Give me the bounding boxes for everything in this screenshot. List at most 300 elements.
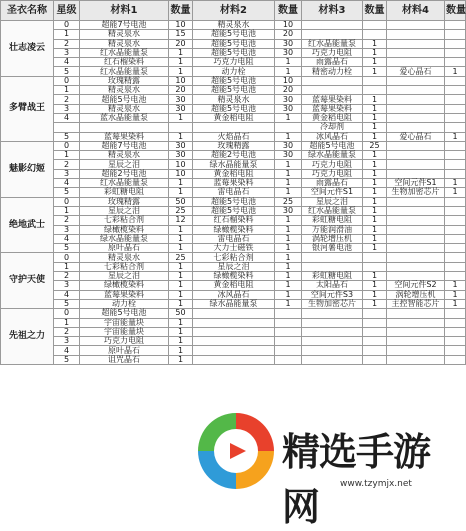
table-body [1,21,466,365]
material-1-cell: 蓝莓果染料 [80,132,169,141]
material-1-cell: 宇宙能量块 [80,327,169,336]
material-4-cell: 生物加密芯片 [387,188,445,197]
material-2-cell: 超能5号电池 [193,48,275,57]
material-1-cell: 巧克力电阻 [80,337,169,346]
qty-3-cell: 1 [363,160,387,169]
qty-3-cell: 1 [363,95,387,104]
material-3-cell [302,76,363,85]
material-2-cell: 超能5号电池 [193,30,275,39]
qty-3-cell: 1 [363,48,387,57]
qty-4-cell [445,48,466,57]
qty-4-cell [445,58,466,67]
qty-1-cell: 1 [169,234,193,243]
material-2-cell: 绿橄榄染料 [193,225,275,234]
material-4-cell: 主控智能芯片 [387,299,445,308]
table-row [1,113,466,122]
material-4-cell [387,151,445,160]
qty-2-cell: 30 [275,48,302,57]
table-row [1,123,466,132]
armor-name-cell: 绝地武士 [1,197,54,253]
table-row [1,337,466,346]
qty-1-cell: 30 [169,104,193,113]
header-material-2: 材料2 [193,1,275,21]
watermark-url: www.tzymjx.net [340,479,412,489]
qty-2-cell: 1 [275,132,302,141]
material-3-cell: 空间元件S3 [302,290,363,299]
material-3-cell: 黄金稻电阻 [302,113,363,122]
qty-4-cell [445,169,466,178]
table-row [1,225,466,234]
qty-2-cell: 30 [275,104,302,113]
qty-1-cell: 1 [169,337,193,346]
qty-3-cell: 1 [363,225,387,234]
qty-2-cell: 1 [275,225,302,234]
material-3-cell [302,21,363,30]
qty-1-cell: 10 [169,76,193,85]
material-2-cell [193,337,275,346]
header-qty-4: 数量 [445,1,466,21]
material-3-cell: 超能5号电池 [302,141,363,150]
qty-4-cell [445,346,466,355]
material-2-cell: 雷电晶石 [193,188,275,197]
material-4-cell [387,160,445,169]
table-row [1,299,466,308]
material-2-cell: 超能5号电池 [193,206,275,215]
material-1-cell: 星辰之泪 [80,206,169,215]
material-1-cell: 蓝莓果染料 [80,290,169,299]
material-1-cell: 红水晶能量泵 [80,179,169,188]
material-4-cell [387,123,445,132]
material-2-cell: 巧克力电阻 [193,58,275,67]
material-2-cell: 超能5号电池 [193,76,275,85]
qty-1-cell: 1 [169,262,193,271]
qty-4-cell [445,244,466,253]
material-2-cell: 七彩粘合剂 [193,253,275,262]
star-cell: 5 [54,188,80,197]
qty-1-cell: 20 [169,86,193,95]
qty-2-cell: 1 [275,272,302,281]
material-4-cell [387,327,445,336]
qty-2-cell: 1 [275,281,302,290]
qty-2-cell: 1 [275,216,302,225]
qty-1-cell: 10 [169,21,193,30]
qty-2-cell: 25 [275,197,302,206]
header-qty-1: 数量 [169,1,193,21]
material-1-cell: 绿橄榄染料 [80,281,169,290]
qty-1-cell: 1 [169,272,193,281]
armor-name-cell: 壮志凌云 [1,21,54,77]
qty-2-cell: 30 [275,39,302,48]
qty-1-cell: 1 [169,179,193,188]
qty-4-cell [445,206,466,215]
qty-1-cell: 1 [169,67,193,76]
material-1-cell: 红水晶能量泵 [80,48,169,57]
material-3-cell [302,309,363,318]
material-1-cell: 蓝水晶能量泵 [80,113,169,122]
material-3-cell: 星辰之泪 [302,197,363,206]
material-2-cell: 冰风晶石 [193,290,275,299]
material-1-cell: 诅咒晶石 [80,355,169,364]
star-cell: 4 [54,234,80,243]
qty-2-cell [275,355,302,364]
star-cell: 0 [54,253,80,262]
table-row [1,160,466,169]
star-cell: 4 [54,346,80,355]
qty-4-cell [445,216,466,225]
material-3-cell: 绿水晶能量泵 [302,151,363,160]
table-row [1,355,466,364]
qty-3-cell: 1 [363,58,387,67]
qty-1-cell: 1 [169,113,193,122]
qty-2-cell: 30 [275,95,302,104]
material-1-cell: 精灵泉水 [80,39,169,48]
material-2-cell: 雷电晶石 [193,234,275,243]
qty-3-cell [363,86,387,95]
qty-1-cell: 1 [169,355,193,364]
qty-4-cell [445,197,466,206]
material-3-cell: 巧克力电阻 [302,169,363,178]
material-3-cell: 雨露晶石 [302,58,363,67]
qty-1-cell: 30 [169,151,193,160]
qty-3-cell [363,262,387,271]
qty-4-cell [445,141,466,150]
qty-4-cell: 1 [445,132,466,141]
qty-1-cell: 30 [169,141,193,150]
qty-4-cell: 1 [445,188,466,197]
material-4-cell [387,86,445,95]
material-3-cell [302,337,363,346]
material-4-cell: 空间元件S2 [387,281,445,290]
star-cell: 1 [54,151,80,160]
qty-4-cell [445,21,466,30]
qty-4-cell: 1 [445,67,466,76]
qty-1-cell: 50 [169,309,193,318]
header-name: 圣衣名称 [1,1,54,21]
material-4-cell [387,30,445,39]
material-4-cell [387,141,445,150]
table-row [1,346,466,355]
qty-4-cell [445,337,466,346]
qty-4-cell [445,309,466,318]
material-2-cell [193,346,275,355]
material-1-cell: 星辰之泪 [80,160,169,169]
material-3-cell: 生物加密芯片 [302,299,363,308]
watermark-title: 精选手游网 [282,430,431,529]
qty-2-cell: 1 [275,160,302,169]
table-row [1,309,466,318]
qty-3-cell [363,21,387,30]
star-cell: 1 [54,206,80,215]
material-3-cell [302,253,363,262]
watermark [190,405,440,529]
qty-2-cell: 30 [275,206,302,215]
qty-1-cell [169,123,193,132]
qty-4-cell [445,225,466,234]
material-4-cell: 爱心晶石 [387,132,445,141]
table-row [1,132,466,141]
material-1-cell: 红石榴染料 [80,58,169,67]
material-3-cell: 彩虹糖电阻 [302,216,363,225]
qty-3-cell: 1 [363,216,387,225]
qty-3-cell: 1 [363,151,387,160]
armor-name-cell: 多臂战王 [1,76,54,141]
material-3-cell [302,86,363,95]
material-3-cell: 空间元件S1 [302,188,363,197]
qty-2-cell: 1 [275,234,302,243]
material-2-cell: 超能5号电池 [193,86,275,95]
qty-4-cell: 1 [445,299,466,308]
material-1-cell: 七彩粘合剂 [80,216,169,225]
star-cell: 1 [54,30,80,39]
qty-1-cell: 1 [169,188,193,197]
table-row [1,39,466,48]
material-1-cell: 动力栓 [80,299,169,308]
star-cell: 3 [54,337,80,346]
material-2-cell: 黄金稻电阻 [193,169,275,178]
qty-4-cell [445,30,466,39]
qty-3-cell: 1 [363,234,387,243]
qty-1-cell: 1 [169,58,193,67]
star-cell: 3 [54,281,80,290]
material-3-cell [302,355,363,364]
qty-4-cell [445,151,466,160]
material-1-cell: 红水晶能量泵 [80,67,169,76]
qty-3-cell: 1 [363,169,387,178]
qty-2-cell: 10 [275,76,302,85]
table-row [1,244,466,253]
table-row [1,327,466,336]
qty-3-cell [363,253,387,262]
qty-3-cell: 1 [363,104,387,113]
qty-4-cell [445,318,466,327]
material-1-cell: 超能7号电池 [80,141,169,150]
qty-4-cell [445,86,466,95]
material-4-cell [387,104,445,113]
qty-3-cell [363,337,387,346]
star-cell: 4 [54,113,80,122]
material-4-cell [387,225,445,234]
material-2-cell [193,123,275,132]
star-cell: 2 [54,216,80,225]
qty-2-cell [275,346,302,355]
star-cell: 1 [54,318,80,327]
header-material-4: 材料4 [387,1,445,21]
qty-2-cell: 1 [275,169,302,178]
material-1-cell: 超能7号电池 [80,21,169,30]
star-cell: 3 [54,169,80,178]
table-row [1,67,466,76]
material-2-cell [193,309,275,318]
qty-2-cell: 1 [275,299,302,308]
qty-4-cell [445,272,466,281]
qty-4-cell [445,262,466,271]
qty-2-cell [275,337,302,346]
star-cell: 5 [54,132,80,141]
qty-4-cell [445,113,466,122]
qty-1-cell: 1 [169,318,193,327]
material-2-cell: 动力栓 [193,67,275,76]
star-cell: 4 [54,290,80,299]
star-cell: 2 [54,160,80,169]
material-1-cell: 精灵泉水 [80,151,169,160]
material-4-cell [387,95,445,104]
material-3-cell [302,327,363,336]
qty-2-cell: 20 [275,30,302,39]
material-1-cell: 精灵泉水 [80,30,169,39]
star-cell: 3 [54,48,80,57]
table-header-row [1,1,466,21]
qty-2-cell: 20 [275,86,302,95]
star-cell: 0 [54,309,80,318]
header-qty-3: 数量 [363,1,387,21]
star-cell: 1 [54,262,80,271]
qty-3-cell [363,355,387,364]
material-4-cell [387,76,445,85]
qty-4-cell: 1 [445,290,466,299]
star-cell: 5 [54,67,80,76]
table-row [1,318,466,327]
material-3-cell: 蓝莓果染料 [302,95,363,104]
qty-1-cell: 1 [169,290,193,299]
qty-1-cell: 20 [169,39,193,48]
material-3-cell: 涡轮增压机 [302,234,363,243]
material-3-cell: 巧克力电阻 [302,160,363,169]
qty-2-cell: 30 [275,141,302,150]
qty-4-cell [445,104,466,113]
material-2-cell: 精灵泉水 [193,21,275,30]
material-4-cell [387,355,445,364]
header-qty-2: 数量 [275,1,302,21]
material-1-cell: 精灵泉水 [80,86,169,95]
qty-2-cell: 1 [275,244,302,253]
qty-1-cell: 50 [169,197,193,206]
material-3-cell: 精密动力栓 [302,67,363,76]
material-1-cell: 原叶晶石 [80,244,169,253]
table-row [1,58,466,67]
qty-3-cell [363,318,387,327]
material-3-cell: 冰风晶石 [302,132,363,141]
material-4-cell [387,58,445,67]
material-1-cell: 精灵泉水 [80,253,169,262]
table-row [1,30,466,39]
material-2-cell: 超能2号电池 [193,151,275,160]
material-4-cell [387,216,445,225]
qty-2-cell: 1 [275,188,302,197]
qty-3-cell [363,346,387,355]
qty-3-cell: 1 [363,281,387,290]
qty-2-cell: 30 [275,151,302,160]
material-1-cell: 绿水晶能量泵 [80,234,169,243]
star-cell: 5 [54,244,80,253]
material-1-cell: 玫瑰精露 [80,76,169,85]
qty-2-cell [275,123,302,132]
material-2-cell: 超能5号电池 [193,104,275,113]
qty-1-cell: 1 [169,281,193,290]
star-cell: 3 [54,104,80,113]
qty-4-cell [445,160,466,169]
qty-2-cell: 1 [275,179,302,188]
qty-3-cell [363,309,387,318]
qty-4-cell [445,95,466,104]
qty-4-cell: 1 [445,281,466,290]
qty-3-cell: 1 [363,179,387,188]
header-material-3: 材料3 [302,1,363,21]
material-1-cell: 宇宙能量块 [80,318,169,327]
material-1-cell: 超能2号电池 [80,169,169,178]
qty-4-cell [445,253,466,262]
star-cell: 2 [54,327,80,336]
star-cell: 4 [54,58,80,67]
material-4-cell [387,39,445,48]
material-3-cell: 红水晶能量泵 [302,206,363,215]
star-cell: 0 [54,21,80,30]
qty-4-cell [445,234,466,243]
qty-3-cell: 1 [363,197,387,206]
star-cell: 0 [54,197,80,206]
qty-1-cell: 15 [169,30,193,39]
armor-name-cell: 守护天使 [1,253,54,309]
qty-1-cell: 1 [169,132,193,141]
qty-1-cell: 10 [169,160,193,169]
material-2-cell: 精灵泉水 [193,95,275,104]
qty-3-cell: 1 [363,244,387,253]
material-1-cell [80,123,169,132]
qty-1-cell: 25 [169,253,193,262]
star-cell [54,123,80,132]
material-3-cell: 银河薯电池 [302,244,363,253]
material-1-cell: 玫瑰精露 [80,197,169,206]
qty-3-cell [363,327,387,336]
material-2-cell: 蓝莓果染料 [193,179,275,188]
material-3-cell [302,318,363,327]
qty-3-cell: 1 [363,113,387,122]
star-cell: 0 [54,141,80,150]
material-3-cell: 雨露晶石 [302,179,363,188]
table-row [1,95,466,104]
qty-3-cell: 25 [363,141,387,150]
material-4-cell [387,21,445,30]
material-2-cell: 大力士磁铁 [193,244,275,253]
qty-1-cell: 1 [169,244,193,253]
qty-2-cell [275,309,302,318]
qty-1-cell: 1 [169,327,193,336]
star-cell: 4 [54,179,80,188]
qty-1-cell: 12 [169,216,193,225]
star-cell: 5 [54,299,80,308]
qty-1-cell: 1 [169,346,193,355]
table-row [1,216,466,225]
material-3-cell: 万能润滑油 [302,225,363,234]
material-4-cell: 空间元件S1 [387,179,445,188]
star-cell: 0 [54,76,80,85]
star-cell: 1 [54,86,80,95]
material-3-cell [302,30,363,39]
material-2-cell: 黄金稻电阻 [193,113,275,122]
material-4-cell [387,197,445,206]
star-cell: 5 [54,355,80,364]
qty-4-cell [445,76,466,85]
site-logo-icon [190,405,282,497]
qty-2-cell: 1 [275,262,302,271]
armor-name-cell: 魅影幻姬 [1,141,54,197]
qty-2-cell: 1 [275,67,302,76]
material-1-cell: 超能5号电池 [80,95,169,104]
material-2-cell: 绿水晶能量泵 [193,299,275,308]
table-row [1,151,466,160]
material-2-cell: 超能5号电池 [193,197,275,206]
material-2-cell [193,318,275,327]
material-1-cell: 星辰之泪 [80,272,169,281]
